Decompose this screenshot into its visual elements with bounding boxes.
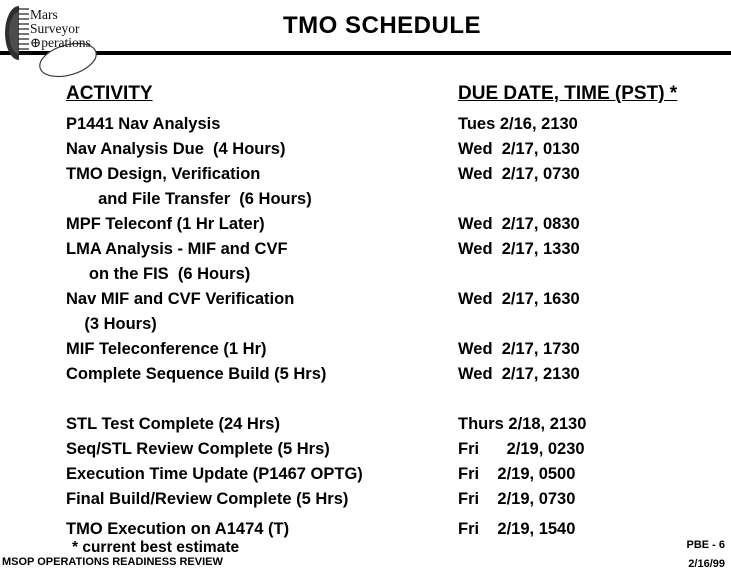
activity-cell: on the FIS (6 Hours) — [66, 265, 251, 283]
schedule-table — [66, 82, 714, 542]
table-row — [66, 112, 714, 137]
slide-title: TMO SCHEDULE — [283, 12, 481, 39]
due-cell: Wed 2/17, 0830 — [458, 215, 580, 233]
activity-cell: STL Test Complete (24 Hrs) — [66, 415, 280, 433]
logo-rule-lines-icon — [18, 9, 29, 54]
activity-cell: Nav MIF and CVF Verification — [66, 290, 295, 308]
table-row — [66, 212, 714, 237]
footer-review-title: MSOP OPERATIONS READINESS REVIEW — [2, 556, 223, 568]
logo-word-operations: ⊕perations — [30, 35, 91, 50]
activity-cell: Nav Analysis Due (4 Hours) — [66, 140, 286, 158]
table-header-row — [66, 82, 714, 106]
table-row — [66, 412, 714, 437]
table-row — [66, 487, 714, 512]
activity-cell: Complete Sequence Build (5 Hrs) — [66, 365, 327, 383]
footer-right — [686, 536, 725, 574]
table-row — [66, 162, 714, 187]
activity-cell: Seq/STL Review Complete (5 Hrs) — [66, 440, 330, 458]
activity-cell: MIF Teleconference (1 Hr) — [66, 340, 267, 358]
due-cell: Fri 2/19, 0730 — [458, 490, 576, 508]
logo-word-mars: Mars — [30, 7, 58, 22]
activity-cell: (3 Hours) — [66, 315, 157, 333]
table-row — [66, 362, 714, 387]
row-group — [66, 412, 714, 512]
table-row — [66, 137, 714, 162]
activity-cell: Final Build/Review Complete (5 Hrs) — [66, 490, 349, 508]
due-cell: Thurs 2/18, 2130 — [458, 415, 587, 433]
row-group — [66, 112, 714, 387]
mars-surveyor-operations-logo — [2, 3, 134, 89]
activity-column-header: ACTIVITY — [66, 83, 153, 104]
due-cell: Fri 2/19, 0230 — [458, 440, 585, 458]
table-row — [66, 262, 714, 287]
planet-half-icon — [5, 6, 19, 60]
activity-cell: Execution Time Update (P1467 OPTG) — [66, 465, 363, 483]
due-cell: Wed 2/17, 1330 — [458, 240, 580, 258]
slide-date: 2/16/99 — [688, 558, 725, 570]
footnote: * current best estimate — [72, 539, 240, 556]
due-cell: Fri 2/19, 0500 — [458, 465, 576, 483]
activity-cell: LMA Analysis - MIF and CVF — [66, 240, 288, 258]
activity-cell: P1441 Nav Analysis — [66, 115, 221, 133]
activity-cell: TMO Execution on A1474 (T) — [66, 520, 290, 538]
due-cell: Tues 2/16, 2130 — [458, 115, 578, 133]
table-row — [66, 237, 714, 262]
schedule-rows — [66, 112, 714, 542]
activity-cell: TMO Design, Verification — [66, 165, 261, 183]
table-row — [66, 462, 714, 487]
table-row — [66, 312, 714, 337]
activity-cell: MPF Teleconf (1 Hr Later) — [66, 215, 265, 233]
due-date-column-header: DUE DATE, TIME (PST) * — [458, 83, 678, 104]
table-row — [66, 337, 714, 362]
slide-page-label: PBE - 6 — [686, 539, 725, 551]
due-cell: Wed 2/17, 0730 — [458, 165, 580, 183]
table-row — [66, 437, 714, 462]
due-cell: Wed 2/17, 2130 — [458, 365, 580, 383]
logo-word-surveyor: Surveyor — [30, 21, 80, 36]
table-row — [66, 187, 714, 212]
due-cell: Wed 2/17, 1730 — [458, 340, 580, 358]
due-cell: Wed 2/17, 0130 — [458, 140, 580, 158]
due-cell: Wed 2/17, 1630 — [458, 290, 580, 308]
table-row — [66, 287, 714, 312]
due-cell: Fri 2/19, 1540 — [458, 520, 576, 538]
activity-cell: and File Transfer (6 Hours) — [66, 190, 312, 208]
